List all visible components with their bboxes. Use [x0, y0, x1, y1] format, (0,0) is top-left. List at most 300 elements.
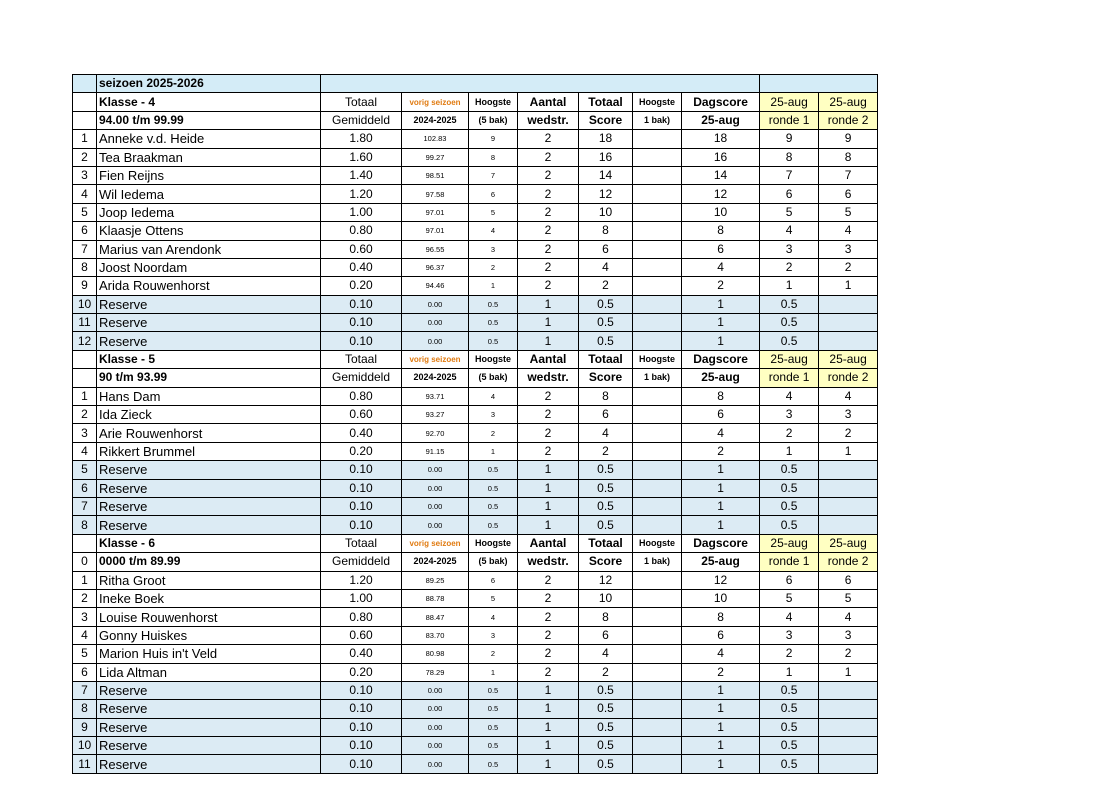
hoogste-value: 1 [469, 663, 518, 681]
hoogste-value: 3 [469, 406, 518, 424]
previous-season-value: 97.01 [402, 203, 469, 221]
hoogste-1-bak-value [633, 203, 682, 221]
hoogste-1-bak-value [633, 258, 682, 276]
ronde-2-value: 5 [819, 203, 878, 221]
previous-season-value: 96.55 [402, 240, 469, 258]
class-index-blank [73, 93, 97, 111]
hoogste-value: 2 [469, 424, 518, 442]
aantal-value: 2 [518, 185, 579, 203]
dagscore-value: 1 [682, 497, 760, 515]
gemiddeld-value: 0.10 [321, 295, 402, 313]
ronde-2-value: 1 [819, 663, 878, 681]
aantal-value: 2 [518, 571, 579, 589]
header-date-ronde-2: 25-aug [819, 93, 878, 111]
score-value: 0.5 [579, 681, 633, 699]
score-value: 0.5 [579, 755, 633, 773]
ronde-1-value: 2 [760, 645, 819, 663]
ronde-2-value: 4 [819, 222, 878, 240]
gemiddeld-value: 0.10 [321, 700, 402, 718]
player-name: Tea Braakman [97, 148, 321, 166]
rank-number: 1 [73, 130, 97, 148]
previous-season-value: 0.00 [402, 295, 469, 313]
reserve-row [73, 332, 878, 350]
aantal-value: 2 [518, 645, 579, 663]
ronde-2-value [819, 314, 878, 332]
dagscore-value: 8 [682, 222, 760, 240]
previous-season-value: 0.00 [402, 681, 469, 699]
hoogste-value: 4 [469, 387, 518, 405]
class-header-row [73, 350, 878, 368]
hoogste-value: 0.5 [469, 718, 518, 736]
class-header-row [73, 534, 878, 552]
header-vorig-seizoen: vorig seizoen [402, 93, 469, 111]
reserve-row [73, 479, 878, 497]
dagscore-value: 1 [682, 516, 760, 534]
previous-season-value: 0.00 [402, 718, 469, 736]
hoogste-1-bak-value [633, 277, 682, 295]
player-name: Reserve [97, 295, 321, 313]
gemiddeld-value: 0.20 [321, 663, 402, 681]
ronde-1-value: 5 [760, 589, 819, 607]
previous-season-value: 0.00 [402, 497, 469, 515]
player-name: Reserve [97, 497, 321, 515]
season-banner-right [760, 75, 878, 93]
header-totaal: Totaal [321, 350, 402, 368]
player-name: Reserve [97, 755, 321, 773]
reserve-row [73, 516, 878, 534]
hoogste-1-bak-value [633, 681, 682, 699]
score-value: 8 [579, 608, 633, 626]
previous-season-value: 93.71 [402, 387, 469, 405]
score-value: 12 [579, 571, 633, 589]
previous-season-value: 94.46 [402, 277, 469, 295]
player-row [73, 222, 878, 240]
rank-number: 6 [73, 663, 97, 681]
score-value: 0.5 [579, 332, 633, 350]
rank-number: 9 [73, 277, 97, 295]
score-value: 0.5 [579, 737, 633, 755]
header-dagscore-date: 25-aug [682, 553, 760, 571]
ronde-2-value [819, 461, 878, 479]
class-title: Klasse - 4 [97, 93, 321, 111]
class-range: 94.00 t/m 99.99 [97, 111, 321, 129]
aantal-value: 1 [518, 681, 579, 699]
aantal-value: 2 [518, 387, 579, 405]
previous-season-value: 88.78 [402, 589, 469, 607]
player-name: Klaasje Ottens [97, 222, 321, 240]
player-name: Fien Reijns [97, 166, 321, 184]
aantal-value: 2 [518, 240, 579, 258]
rank-number: 5 [73, 645, 97, 663]
hoogste-1-bak-value [633, 589, 682, 607]
score-value: 0.5 [579, 479, 633, 497]
player-name: Louise Rouwenhorst [97, 608, 321, 626]
rank-number: 6 [73, 479, 97, 497]
rank-number: 11 [73, 755, 97, 773]
reserve-row [73, 700, 878, 718]
player-name: Anneke v.d. Heide [97, 130, 321, 148]
previous-season-value: 0.00 [402, 737, 469, 755]
hoogste-1-bak-value [633, 222, 682, 240]
player-row [73, 203, 878, 221]
dagscore-value: 1 [682, 295, 760, 313]
header-wedstr: wedstr. [518, 111, 579, 129]
gemiddeld-value: 0.80 [321, 387, 402, 405]
rank-number: 2 [73, 406, 97, 424]
reserve-row [73, 718, 878, 736]
rank-number: 2 [73, 148, 97, 166]
ronde-2-value [819, 295, 878, 313]
player-name: Rikkert Brummel [97, 442, 321, 460]
aantal-value: 1 [518, 755, 579, 773]
header-dagscore: Dagscore [682, 534, 760, 552]
previous-season-value: 0.00 [402, 755, 469, 773]
hoogste-1-bak-value [633, 148, 682, 166]
class-index-blank [73, 534, 97, 552]
aantal-value: 2 [518, 166, 579, 184]
rank-number: 7 [73, 681, 97, 699]
reserve-row [73, 681, 878, 699]
player-name: Reserve [97, 737, 321, 755]
ronde-1-value: 3 [760, 626, 819, 644]
header-date-ronde-1: 25-aug [760, 350, 819, 368]
hoogste-1-bak-value [633, 718, 682, 736]
hoogste-value: 4 [469, 608, 518, 626]
gemiddeld-value: 0.60 [321, 406, 402, 424]
player-name: Wil Iedema [97, 185, 321, 203]
hoogste-value: 0.5 [469, 497, 518, 515]
rank-number: 3 [73, 424, 97, 442]
header-vorig-seizoen: vorig seizoen [402, 534, 469, 552]
rank-number: 4 [73, 442, 97, 460]
class-range: 90 t/m 93.99 [97, 369, 321, 387]
header-vorig-seizoen: vorig seizoen [402, 350, 469, 368]
gemiddeld-value: 0.80 [321, 222, 402, 240]
hoogste-1-bak-value [633, 387, 682, 405]
ronde-1-value: 0.5 [760, 516, 819, 534]
header-aantal: Aantal [518, 350, 579, 368]
score-value: 2 [579, 277, 633, 295]
ronde-1-value: 2 [760, 258, 819, 276]
ronde-2-value: 3 [819, 240, 878, 258]
player-row [73, 185, 878, 203]
player-name: Marius van Arendonk [97, 240, 321, 258]
player-row [73, 442, 878, 460]
header-5-bak: (5 bak) [469, 369, 518, 387]
hoogste-1-bak-value [633, 166, 682, 184]
hoogste-1-bak-value [633, 700, 682, 718]
rank-number: 9 [73, 718, 97, 736]
rank-number: 8 [73, 516, 97, 534]
dagscore-value: 6 [682, 240, 760, 258]
header-date-ronde-1: 25-aug [760, 534, 819, 552]
header-ronde-1: ronde 1 [760, 111, 819, 129]
aantal-value: 2 [518, 589, 579, 607]
ronde-1-value: 0.5 [760, 479, 819, 497]
class-index-blank [73, 350, 97, 368]
ronde-1-value: 1 [760, 663, 819, 681]
header-hoogste: Hoogste [469, 350, 518, 368]
player-name: Reserve [97, 314, 321, 332]
ronde-2-value [819, 332, 878, 350]
hoogste-1-bak-value [633, 571, 682, 589]
previous-season-value: 92.70 [402, 424, 469, 442]
ronde-1-value: 9 [760, 130, 819, 148]
ronde-2-value [819, 755, 878, 773]
gemiddeld-value: 0.10 [321, 314, 402, 332]
dagscore-value: 1 [682, 718, 760, 736]
hoogste-1-bak-value [633, 755, 682, 773]
ronde-1-value: 1 [760, 277, 819, 295]
hoogste-1-bak-value [633, 442, 682, 460]
hoogste-1-bak-value [633, 626, 682, 644]
ronde-1-value: 4 [760, 387, 819, 405]
hoogste-1-bak-value [633, 424, 682, 442]
aantal-value: 2 [518, 148, 579, 166]
ronde-2-value: 2 [819, 424, 878, 442]
ronde-2-value [819, 737, 878, 755]
class-range-prefix [73, 369, 97, 387]
header-1-bak: 1 bak) [633, 369, 682, 387]
rank-number: 5 [73, 461, 97, 479]
header-hoogste-1: Hoogste [633, 534, 682, 552]
player-name: Reserve [97, 461, 321, 479]
hoogste-1-bak-value [633, 240, 682, 258]
rank-number: 10 [73, 295, 97, 313]
header-dagscore: Dagscore [682, 350, 760, 368]
hoogste-value: 6 [469, 571, 518, 589]
aantal-value: 2 [518, 222, 579, 240]
rank-number: 5 [73, 203, 97, 221]
header-ronde-2: ronde 2 [819, 553, 878, 571]
header-season-prev: 2024-2025 [402, 369, 469, 387]
reserve-row [73, 314, 878, 332]
dagscore-value: 2 [682, 277, 760, 295]
player-row [73, 424, 878, 442]
dagscore-value: 18 [682, 130, 760, 148]
ronde-2-value: 1 [819, 277, 878, 295]
aantal-value: 1 [518, 461, 579, 479]
ronde-2-value: 4 [819, 608, 878, 626]
ronde-1-value: 6 [760, 571, 819, 589]
dagscore-value: 12 [682, 571, 760, 589]
hoogste-1-bak-value [633, 130, 682, 148]
aantal-value: 2 [518, 203, 579, 221]
hoogste-value: 9 [469, 130, 518, 148]
hoogste-value: 0.5 [469, 461, 518, 479]
ronde-2-value: 3 [819, 626, 878, 644]
dagscore-value: 1 [682, 479, 760, 497]
hoogste-value: 3 [469, 626, 518, 644]
player-row [73, 130, 878, 148]
rank-number: 6 [73, 222, 97, 240]
header-score: Score [579, 369, 633, 387]
score-value: 4 [579, 645, 633, 663]
score-value: 14 [579, 166, 633, 184]
rank-number: 3 [73, 608, 97, 626]
gemiddeld-value: 0.80 [321, 608, 402, 626]
dagscore-value: 2 [682, 663, 760, 681]
standings-sheet [72, 74, 878, 774]
previous-season-value: 0.00 [402, 700, 469, 718]
header-date-ronde-2: 25-aug [819, 350, 878, 368]
previous-season-value: 97.01 [402, 222, 469, 240]
gemiddeld-value: 0.10 [321, 516, 402, 534]
ronde-1-value: 6 [760, 185, 819, 203]
score-value: 10 [579, 203, 633, 221]
gemiddeld-value: 0.10 [321, 479, 402, 497]
hoogste-1-bak-value [633, 295, 682, 313]
ronde-2-value [819, 681, 878, 699]
hoogste-value: 0.5 [469, 700, 518, 718]
hoogste-value: 0.5 [469, 737, 518, 755]
hoogste-value: 5 [469, 203, 518, 221]
dagscore-value: 6 [682, 406, 760, 424]
header-totaal-score: Totaal [579, 350, 633, 368]
dagscore-value: 4 [682, 424, 760, 442]
score-value: 10 [579, 589, 633, 607]
aantal-value: 2 [518, 424, 579, 442]
class-header-row [73, 93, 878, 111]
reserve-row [73, 461, 878, 479]
player-name: Marion Huis in't Veld [97, 645, 321, 663]
dagscore-value: 16 [682, 148, 760, 166]
header-1-bak: 1 bak) [633, 553, 682, 571]
aantal-value: 1 [518, 479, 579, 497]
header-ronde-2: ronde 2 [819, 111, 878, 129]
class-subheader-row [73, 111, 878, 129]
score-value: 0.5 [579, 461, 633, 479]
header-5-bak: (5 bak) [469, 553, 518, 571]
gemiddeld-value: 0.10 [321, 332, 402, 350]
score-value: 8 [579, 387, 633, 405]
rank-number: 7 [73, 240, 97, 258]
dagscore-value: 14 [682, 166, 760, 184]
dagscore-value: 1 [682, 332, 760, 350]
aantal-value: 1 [518, 497, 579, 515]
player-row [73, 589, 878, 607]
rank-number: 12 [73, 332, 97, 350]
header-gemiddeld: Gemiddeld [321, 111, 402, 129]
gemiddeld-value: 0.60 [321, 626, 402, 644]
aantal-value: 2 [518, 442, 579, 460]
previous-season-value: 78.29 [402, 663, 469, 681]
score-value: 2 [579, 663, 633, 681]
ronde-1-value: 0.5 [760, 497, 819, 515]
dagscore-value: 4 [682, 645, 760, 663]
ronde-2-value [819, 479, 878, 497]
aantal-value: 2 [518, 406, 579, 424]
hoogste-1-bak-value [633, 406, 682, 424]
player-name: Hans Dam [97, 387, 321, 405]
reserve-row [73, 755, 878, 773]
hoogste-value: 0.5 [469, 332, 518, 350]
ronde-1-value: 0.5 [760, 295, 819, 313]
ronde-2-value: 8 [819, 148, 878, 166]
hoogste-1-bak-value [633, 645, 682, 663]
rank-number: 8 [73, 258, 97, 276]
hoogste-1-bak-value [633, 608, 682, 626]
header-score: Score [579, 553, 633, 571]
player-row [73, 277, 878, 295]
aantal-value: 2 [518, 130, 579, 148]
gemiddeld-value: 0.10 [321, 718, 402, 736]
player-row [73, 166, 878, 184]
ronde-2-value: 5 [819, 589, 878, 607]
ronde-1-value: 4 [760, 608, 819, 626]
ronde-2-value: 3 [819, 406, 878, 424]
ronde-1-value: 8 [760, 148, 819, 166]
player-row [73, 663, 878, 681]
gemiddeld-value: 1.20 [321, 185, 402, 203]
rank-number: 7 [73, 497, 97, 515]
rank-number: 1 [73, 571, 97, 589]
player-row [73, 258, 878, 276]
gemiddeld-value: 0.20 [321, 277, 402, 295]
rank-number: 8 [73, 700, 97, 718]
previous-season-value: 91.15 [402, 442, 469, 460]
player-name: Ritha Groot [97, 571, 321, 589]
class-range: 0000 t/m 89.99 [97, 553, 321, 571]
hoogste-1-bak-value [633, 185, 682, 203]
header-totaal-score: Totaal [579, 534, 633, 552]
header-date-ronde-2: 25-aug [819, 534, 878, 552]
header-5-bak: (5 bak) [469, 111, 518, 129]
player-name: Reserve [97, 681, 321, 699]
header-ronde-1: ronde 1 [760, 369, 819, 387]
player-row [73, 406, 878, 424]
player-name: Reserve [97, 718, 321, 736]
ronde-1-value: 2 [760, 424, 819, 442]
dagscore-value: 8 [682, 608, 760, 626]
hoogste-value: 0.5 [469, 681, 518, 699]
header-wedstr: wedstr. [518, 553, 579, 571]
header-dagscore-date: 25-aug [682, 111, 760, 129]
class-subheader-row [73, 369, 878, 387]
player-name: Ineke Boek [97, 589, 321, 607]
score-value: 8 [579, 222, 633, 240]
ronde-1-value: 0.5 [760, 755, 819, 773]
previous-season-value: 99.27 [402, 148, 469, 166]
aantal-value: 1 [518, 700, 579, 718]
gemiddeld-value: 1.60 [321, 148, 402, 166]
header-totaal-score: Totaal [579, 93, 633, 111]
rank-number: 4 [73, 626, 97, 644]
player-name: Arie Rouwenhorst [97, 424, 321, 442]
hoogste-value: 7 [469, 166, 518, 184]
aantal-value: 2 [518, 608, 579, 626]
hoogste-value: 1 [469, 442, 518, 460]
player-name: Arida Rouwenhorst [97, 277, 321, 295]
previous-season-value: 88.47 [402, 608, 469, 626]
class-range-prefix: 0 [73, 553, 97, 571]
dagscore-value: 1 [682, 314, 760, 332]
gemiddeld-value: 0.10 [321, 755, 402, 773]
score-value: 16 [579, 148, 633, 166]
gemiddeld-value: 0.20 [321, 442, 402, 460]
ronde-2-value: 1 [819, 442, 878, 460]
score-value: 2 [579, 442, 633, 460]
aantal-value: 1 [518, 314, 579, 332]
header-season-prev: 2024-2025 [402, 111, 469, 129]
header-hoogste: Hoogste [469, 534, 518, 552]
gemiddeld-value: 1.00 [321, 589, 402, 607]
ronde-2-value: 6 [819, 185, 878, 203]
score-value: 0.5 [579, 295, 633, 313]
season-row [73, 75, 878, 93]
previous-season-value: 80.98 [402, 645, 469, 663]
hoogste-value: 0.5 [469, 755, 518, 773]
